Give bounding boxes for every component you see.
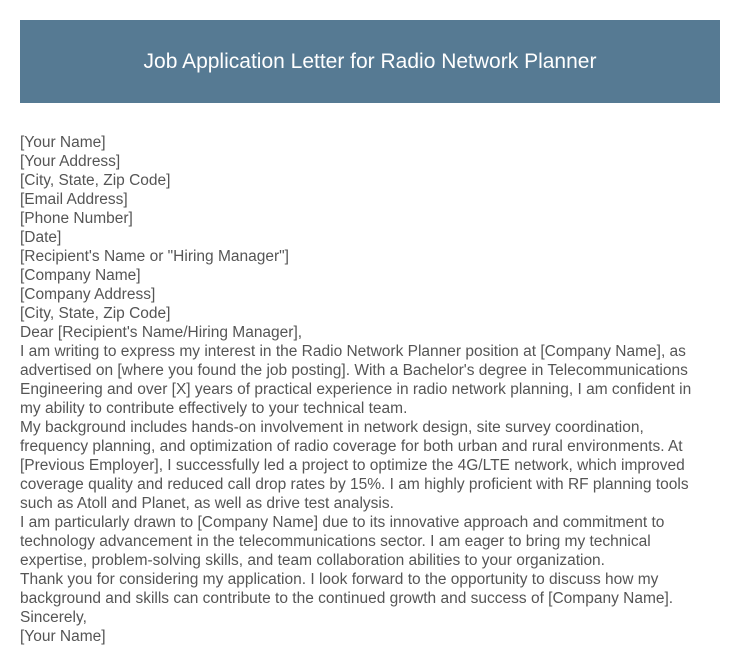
sender-name: [Your Name]: [20, 134, 106, 151]
paragraph-line: technology advancement in the telecommunications sector. I am eager to bring my technical: [20, 533, 651, 550]
paragraph-line: such as Atoll and Planet, as well as drive test analysis.: [20, 495, 394, 512]
paragraph-line: [Previous Employer], I successfully led a project to optimize the 4G/LTE network, which improved: [20, 457, 685, 474]
paragraph-line: Engineering and over [X] years of practical experience in radio network planning, I am confident in: [20, 381, 692, 398]
recipient-company: [Company Name]: [20, 267, 141, 284]
salutation: Dear [Recipient's Name/Hiring Manager],: [20, 324, 303, 341]
paragraph-line: frequency planning, and optimization of radio coverage for both urban and rural environments. At: [20, 438, 683, 455]
paragraph-intro: [20, 342, 720, 418]
paragraph-background: [20, 418, 720, 513]
paragraph-line: expertise, problem-solving skills, and team collaboration abilities to your organization.: [20, 552, 605, 569]
paragraph-line: coverage quality and reduced call drop rates by 15%. I am highly proficient with RF planning tools: [20, 476, 689, 493]
sender-email: [Email Address]: [20, 191, 128, 208]
letter-date: [Date]: [20, 229, 62, 246]
sender-address: [Your Address]: [20, 153, 121, 170]
letter-body: [20, 133, 720, 646]
recipient-name: [Recipient's Name or "Hiring Manager"]: [20, 248, 289, 265]
closing: Sincerely,: [20, 609, 87, 626]
recipient-company-address: [Company Address]: [20, 286, 156, 303]
paragraph-line: Thank you for considering my application. I look forward to the opportunity to discuss how my: [20, 571, 659, 588]
paragraph-line: I am writing to express my interest in the Radio Network Planner position at [Company Name], as: [20, 343, 686, 360]
paragraph-thanks: [20, 570, 720, 608]
paragraph-line: My background includes hands-on involvement in network design, site survey coordination,: [20, 419, 644, 436]
recipient-city-state-zip: [City, State, Zip Code]: [20, 305, 171, 322]
title-banner: [20, 20, 720, 103]
signature: [Your Name]: [20, 628, 106, 645]
paragraph-line: my ability to contribute effectively to your technical team.: [20, 400, 408, 417]
paragraph-line: I am particularly drawn to [Company Name] due to its innovative approach and commitment to: [20, 514, 665, 531]
paragraph-line: advertised on [where you found the job posting]. With a Bachelor's degree in Telecommunications: [20, 362, 688, 379]
page-title: Job Application Letter for Radio Network Planner: [143, 49, 597, 73]
paragraph-motivation: [20, 513, 720, 570]
paragraph-line: background and skills can contribute to the continued growth and success of [Company Name].: [20, 590, 674, 607]
sender-phone: [Phone Number]: [20, 210, 133, 227]
sender-city-state-zip: [City, State, Zip Code]: [20, 172, 171, 189]
